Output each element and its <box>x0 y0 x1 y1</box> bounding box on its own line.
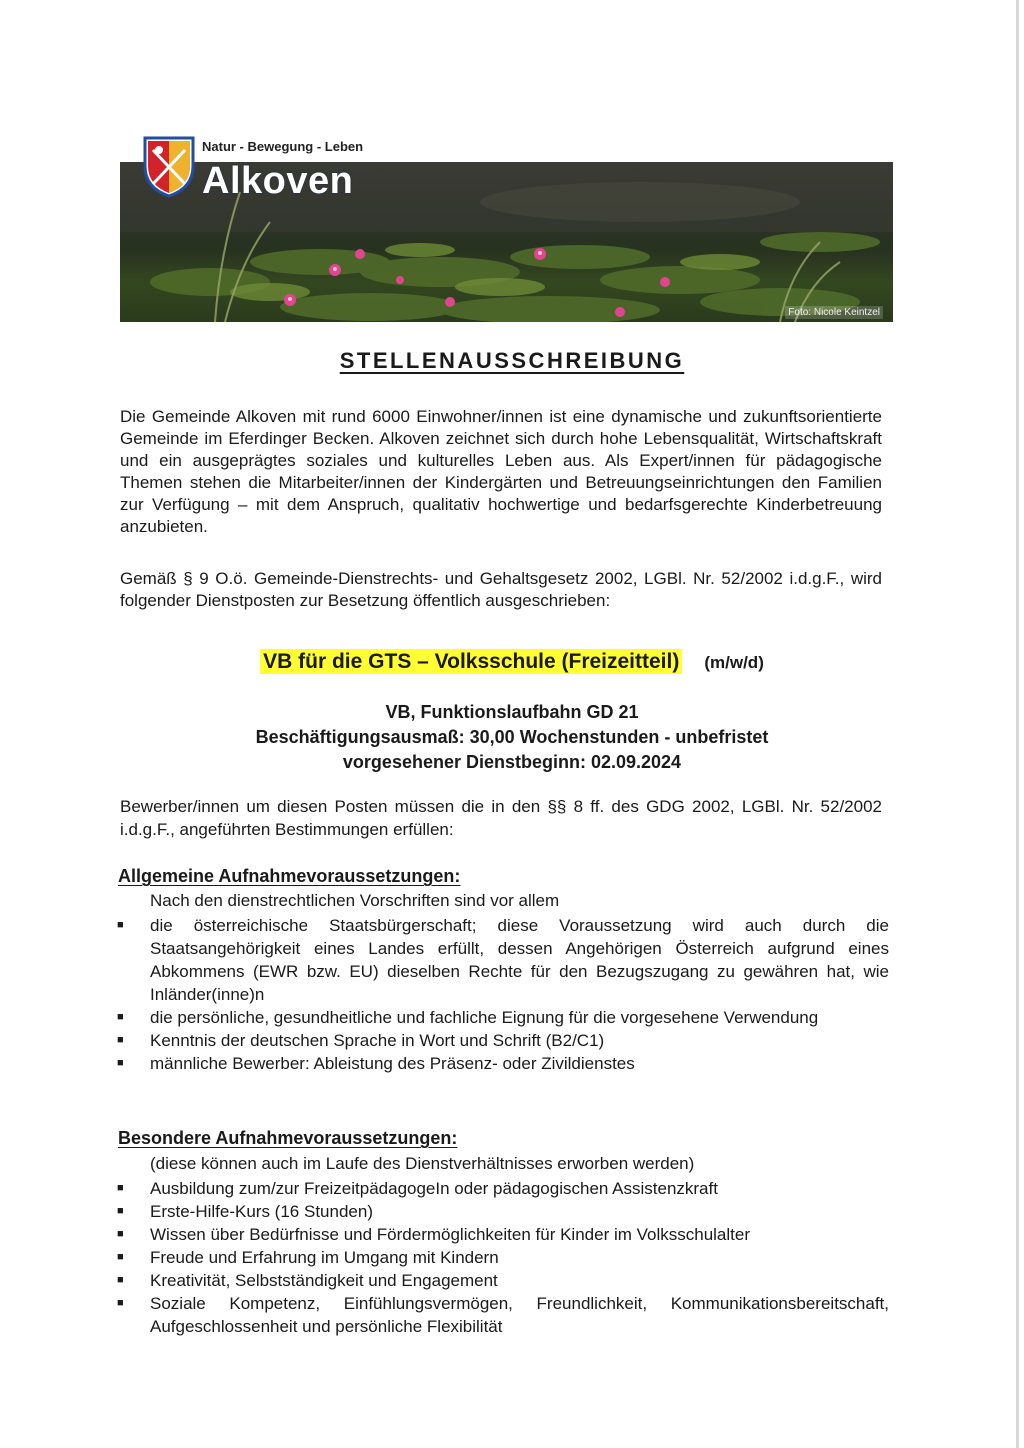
list-item: ■ Ausbildung zum/zur FreizeitpädagogeIn oder pädagogischen Assistenzkraft <box>117 1179 718 1198</box>
general-requirements-heading: Allgemeine Aufnahmevoraussetzungen: <box>118 866 461 886</box>
list-item: ■ Kreativität, Selbstständigkeit und Engagement <box>117 1271 498 1290</box>
bullet-icon: ■ <box>117 1011 124 1023</box>
special-requirements-note: (diese können auch im Laufe des Dienstverhältnisses erworben werden) <box>150 1154 695 1173</box>
coat-of-arms-icon <box>143 136 195 198</box>
general-requirements-note: Nach den dienstrechtlichen Vorschriften sind vor allem <box>150 891 560 910</box>
job-details <box>0 700 1024 775</box>
list-item: ■ Soziale Kompetenz, Einfühlungsvermögen, Freundlichkeit, Kommunikationsbereitschaft, Aufgeschlossenheit und persönliche Flexibilität <box>117 1294 889 1336</box>
list-item: ■ die persönliche, gesundheitliche und fachliche Eignung für die vorgesehene Verwendung <box>117 1008 819 1027</box>
job-title: VB für die GTS – Volksschule (Freizeitteil) <box>260 649 682 674</box>
photo-credit: Foto: Nicole Keintzel <box>785 306 883 319</box>
bullet-icon: ■ <box>117 1205 124 1217</box>
bullet-icon: ■ <box>117 1297 124 1309</box>
list-item: ■ Freude und Erfahrung im Umgang mit Kindern <box>117 1248 499 1267</box>
bullet-icon: ■ <box>117 1228 124 1240</box>
list-item: ■ Wissen über Bedürfnisse und Fördermöglichkeiten für Kinder im Volksschulalter <box>117 1225 750 1244</box>
job-detail-start: vorgesehener Dienstbeginn: 02.09.2024 <box>342 752 682 772</box>
bullet-icon: ■ <box>117 1057 124 1069</box>
list-item: ■ Kenntnis der deutschen Sprache in Wort und Schrift (B2/C1) <box>117 1031 605 1050</box>
bullet-icon: ■ <box>117 919 124 931</box>
list-item: ■ die österreichische Staatsbürgerschaft; diese Voraussetzung wird auch durch die Staatsangehörigkeit eines Landes erfüllt, dessen Angehörigen Österreich aufgrund eines Abkommens (EWR bzw. EU) dieselben Rechte für den Bezugszugang zu gewähren hat, wie Inländer(inne)n <box>117 916 889 1004</box>
town-name: Alkoven <box>202 160 354 202</box>
document-title: STELLENAUSSCHREIBUNG <box>339 348 685 373</box>
job-gender: (m/w/d) <box>704 653 764 672</box>
special-requirements-list <box>117 1177 889 1338</box>
bullet-icon: ■ <box>117 1274 124 1286</box>
job-detail-position: VB, Funktionslaufbahn GD 21 <box>385 702 639 722</box>
list-item: ■ Erste-Hilfe-Kurs (16 Stunden) <box>117 1202 373 1221</box>
intro-paragraph: Die Gemeinde Alkoven mit rund 6000 Einwohner/innen ist eine dynamische und zukunftsorientierte Gemeinde im Eferdinger Becken. Alkoven zeichnet sich durch hohe Lebensqualität, Wirtschaftskraft und ein ausgeprägtes soziales und kulturelles Leben aus. Als Expert/innen für pädagogische Themen stehen die Mitarbeiter/innen der Kindergärten und Betreuungseinrichtungen den Familien zur Verfügung – mit dem Anspruch, qualitativ hochwertige und bedarfsgerechte Kinderbetreuung anzubieten. <box>120 407 882 536</box>
legal-paragraph: Gemäß § 9 O.ö. Gemeinde-Dienstrechts- und Gehaltsgesetz 2002, LGBl. Nr. 52/2002 i.d.g.F., wird folgender Dienstposten zur Besetzung öffentlich ausgeschrieben: <box>120 569 882 610</box>
bullet-icon: ■ <box>117 1251 124 1263</box>
special-requirements-heading: Besondere Aufnahmevoraussetzungen: <box>118 1128 458 1148</box>
job-heading <box>0 650 1024 674</box>
list-item: ■ männliche Bewerber: Ableistung des Präsenz- oder Zivildienstes <box>117 1054 635 1073</box>
applicant-paragraph: Bewerber/innen um diesen Posten müssen die in den §§ 8 ff. des GDG 2002, LGBl. Nr. 52/2002 i.d.g.F., angeführten Bestimmungen erfüllen: <box>120 797 882 839</box>
bullet-icon: ■ <box>117 1034 124 1046</box>
general-requirements-list <box>117 914 889 1075</box>
job-detail-hours: Beschäftigungsausmaß: 30,00 Wochenstunden - unbefristet <box>255 727 769 747</box>
bullet-icon: ■ <box>117 1182 124 1194</box>
slogan: Natur - Bewegung - Leben <box>202 139 364 154</box>
